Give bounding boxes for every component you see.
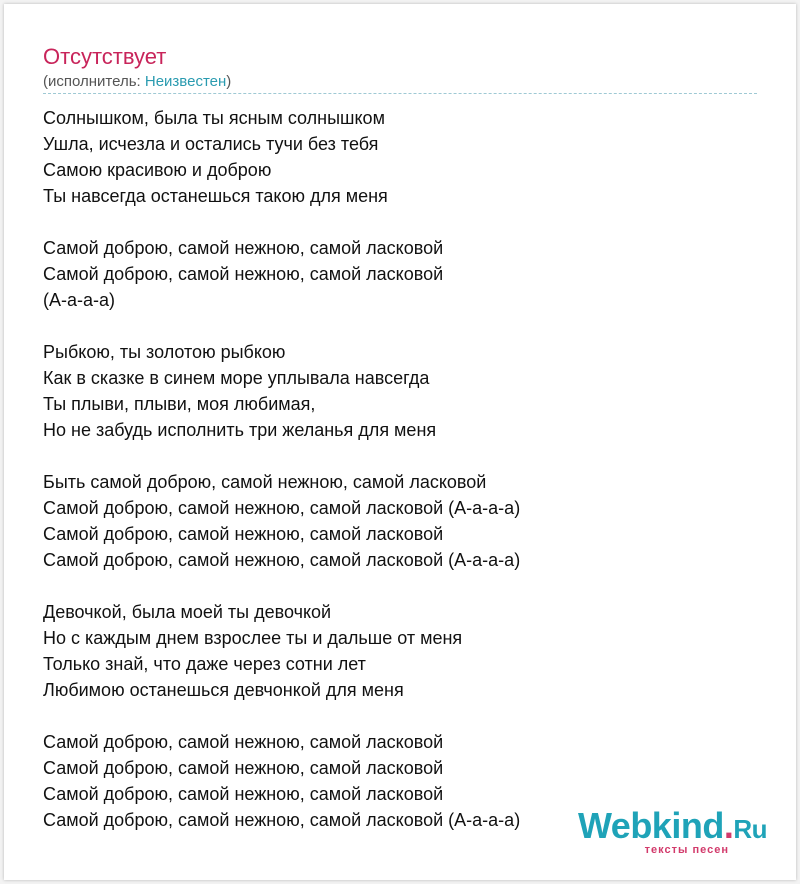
- dashed-divider: [43, 93, 757, 94]
- logo-tagline: тексты песен: [644, 844, 729, 856]
- logo-name: Webkind: [577, 805, 724, 846]
- lyric-line: Самой доброю, самой нежною, самой ласковой (А-а-а-а): [43, 550, 521, 570]
- logo-wordmark: [577, 805, 767, 847]
- lyric-line: Ушла, исчезла и остались тучи без тебя: [43, 134, 379, 154]
- lyric-line: Самой доброю, самой нежною, самой ласковой: [43, 784, 444, 804]
- lyric-line: Самою красивою и доброю: [43, 160, 272, 180]
- song-title: Отсутствует: [43, 44, 167, 69]
- lyric-line: Но с каждым днем взрослее ты и дальше от меня: [43, 628, 463, 648]
- webkind-logo[interactable]: [577, 805, 767, 856]
- lyric-line: Но не забудь исполнить три желанья для меня: [43, 420, 437, 440]
- lyric-line: Как в сказке в синем море уплывала навсегда: [43, 368, 430, 388]
- lyric-line: Самой доброю, самой нежною, самой ласковой: [43, 264, 444, 284]
- lyrics-body: [43, 105, 743, 833]
- stanza-gap: [43, 209, 743, 235]
- lyric-line: Самой доброю, самой нежною, самой ласковой (А-а-а-а): [43, 810, 521, 830]
- lyric-line: Самой доброю, самой нежною, самой ласковой: [43, 732, 444, 752]
- lyric-line: Любимою останешься девчонкой для меня: [43, 680, 404, 700]
- stanza: [43, 235, 743, 313]
- logo-dot: .: [723, 805, 734, 846]
- lyric-line: Самой доброю, самой нежною, самой ласковой (А-а-а-а): [43, 498, 521, 518]
- artist-link[interactable]: Неизвестен: [144, 73, 227, 90]
- lyric-line: Солнышком, была ты ясным солнышком: [43, 108, 385, 128]
- artist-line: [43, 72, 231, 92]
- stanza-gap: [43, 703, 743, 729]
- stanza: [43, 339, 743, 443]
- lyric-line: Девочкой, была моей ты девочкой: [43, 602, 332, 622]
- artist-suffix: ): [226, 73, 232, 90]
- stanza-gap: [43, 313, 743, 339]
- stanza: [43, 599, 743, 703]
- lyric-line: Ты навсегда останешься такою для меня: [43, 186, 388, 206]
- lyric-line: Самой доброю, самой нежною, самой ласковой: [43, 524, 444, 544]
- lyric-line: Рыбкою, ты золотою рыбкою: [43, 342, 286, 362]
- lyric-line: Самой доброю, самой нежною, самой ласковой: [43, 238, 444, 258]
- lyric-line: Ты плыви, плыви, моя любимая,: [43, 394, 316, 414]
- lyric-line: Самой доброю, самой нежною, самой ласковой: [43, 758, 444, 778]
- lyrics-card: [4, 4, 796, 880]
- artist-prefix: (исполнитель:: [43, 73, 145, 90]
- lyric-line: Только знай, что даже через сотни лет: [43, 654, 366, 674]
- lyric-line: (А-а-а-а): [43, 290, 116, 310]
- stanza-gap: [43, 573, 743, 599]
- stanza-gap: [43, 443, 743, 469]
- lyric-line: Быть самой доброю, самой нежною, самой ласковой: [43, 472, 487, 492]
- stanza: [43, 105, 743, 209]
- stanza: [43, 469, 743, 573]
- logo-tld: Ru: [733, 814, 767, 844]
